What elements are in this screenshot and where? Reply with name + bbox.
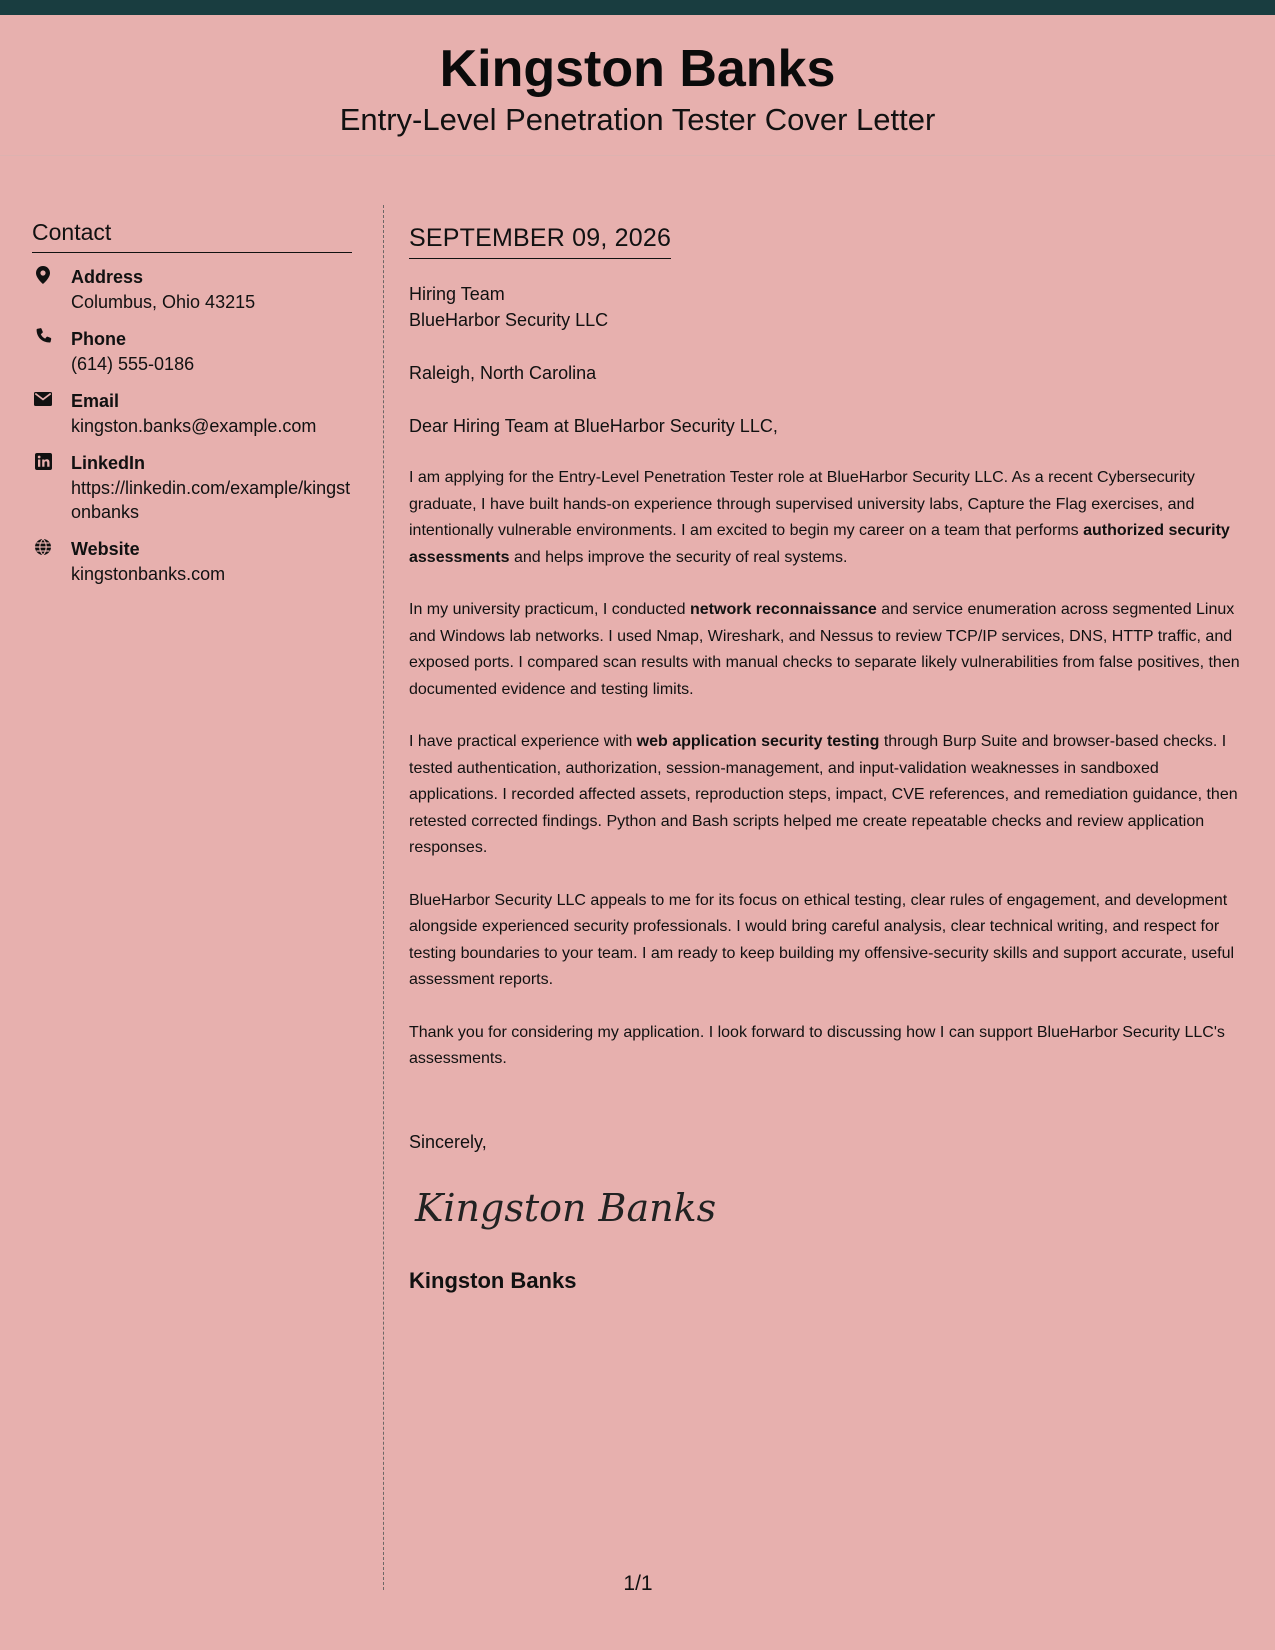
linkedin-icon <box>34 452 52 470</box>
contact-value: https://linkedin.com/example/kingstonbanks <box>71 478 351 522</box>
contact-value: Columbus, Ohio 43215 <box>71 292 256 312</box>
recipient-location: Raleigh, North Carolina <box>409 363 597 383</box>
contact-sidebar <box>32 218 352 599</box>
recipient-team: Hiring Team <box>409 284 505 304</box>
globe-icon <box>34 538 52 556</box>
letter-body <box>409 218 1252 1295</box>
contact-address <box>32 265 352 314</box>
contact-label: Website <box>71 539 140 559</box>
applicant-name: Kingston Banks <box>439 40 836 98</box>
letter-date: SEPTEMBER 09, 2026 <box>409 218 671 259</box>
signer-name: Kingston Banks <box>409 1267 577 1293</box>
map-pin-icon <box>34 266 52 284</box>
contact-value: kingston.banks@example.com <box>71 416 317 436</box>
column-divider <box>383 205 384 1590</box>
paragraph-4: BlueHarbor Security LLC appeals to me for its focus on ethical testing, clear rules of engagement, and development alongside experienced security professionals. I would bring careful analysis, clear technical writing, and respect for testing boundaries to your team. I am ready to keep building my offensive-security skills and support accurate, useful assessment reports. <box>409 891 1235 988</box>
page-header <box>0 15 1275 156</box>
svg-text:Kingston Banks: Kingston Banks <box>415 1185 717 1230</box>
recipient-block <box>409 281 1252 386</box>
contact-label: LinkedIn <box>71 453 146 473</box>
closing-phrase: Sincerely, <box>409 1131 487 1152</box>
contact-value: kingstonbanks.com <box>71 564 226 584</box>
recipient-company: BlueHarbor Security LLC <box>409 310 609 330</box>
contact-label: Phone <box>71 329 127 349</box>
phone-icon <box>34 328 52 346</box>
paragraph-3: I have practical experience with web application security testing through Burp Suite and browser-based checks. I tested authentication, authorization, session-management, and input-validation weaknesses in sandboxed applications. I recorded affected assets, reproduction steps, impact, CVE references, and remediation guidance, then retested corrected findings. Python and Bash scripts helped me create repeatable checks and review application responses. <box>409 733 1238 856</box>
contact-phone <box>32 327 352 376</box>
contact-linkedin <box>32 451 352 524</box>
contact-heading: Contact <box>32 218 352 253</box>
contact-label: Email <box>71 391 120 411</box>
contact-email <box>32 389 352 438</box>
document-title: Entry-Level Penetration Tester Cover Letter <box>339 102 936 137</box>
top-accent-bar <box>0 0 1275 15</box>
email-icon <box>34 390 52 408</box>
page-number: 1/1 <box>623 1572 653 1595</box>
paragraph-5: Thank you for considering my application. I look forward to discussing how I can support BlueHarbor Security LLC's assessments. <box>409 1023 1225 1067</box>
contact-label: Address <box>71 267 144 287</box>
paragraph-1: I am applying for the Entry-Level Penetration Tester role at BlueHarbor Security LLC. As a recent Cybersecurity graduate, I have built hands-on experience through supervised university labs, Capture the Flag exercises, and intentionally vulnerable environments. I am excited to begin my career on a team that performs authorized security assessments and helps improve the security of real systems. <box>409 469 1230 566</box>
contact-value: (614) 555-0186 <box>71 354 195 374</box>
salutation: Dear Hiring Team at BlueHarbor Security LLC, <box>409 416 778 436</box>
paragraph-2: In my university practicum, I conducted network reconnaissance and service enumeration across segmented Linux and Windows lab networks. I used Nmap, Wireshark, and Nessus to review TCP/IP services, DNS, HTTP traffic, and exposed ports. I compared scan results with manual checks to separate likely vulnerabilities from false positives, then documented evidence and testing limits. <box>409 601 1240 698</box>
contact-website <box>32 537 352 586</box>
signature <box>409 1177 1252 1241</box>
